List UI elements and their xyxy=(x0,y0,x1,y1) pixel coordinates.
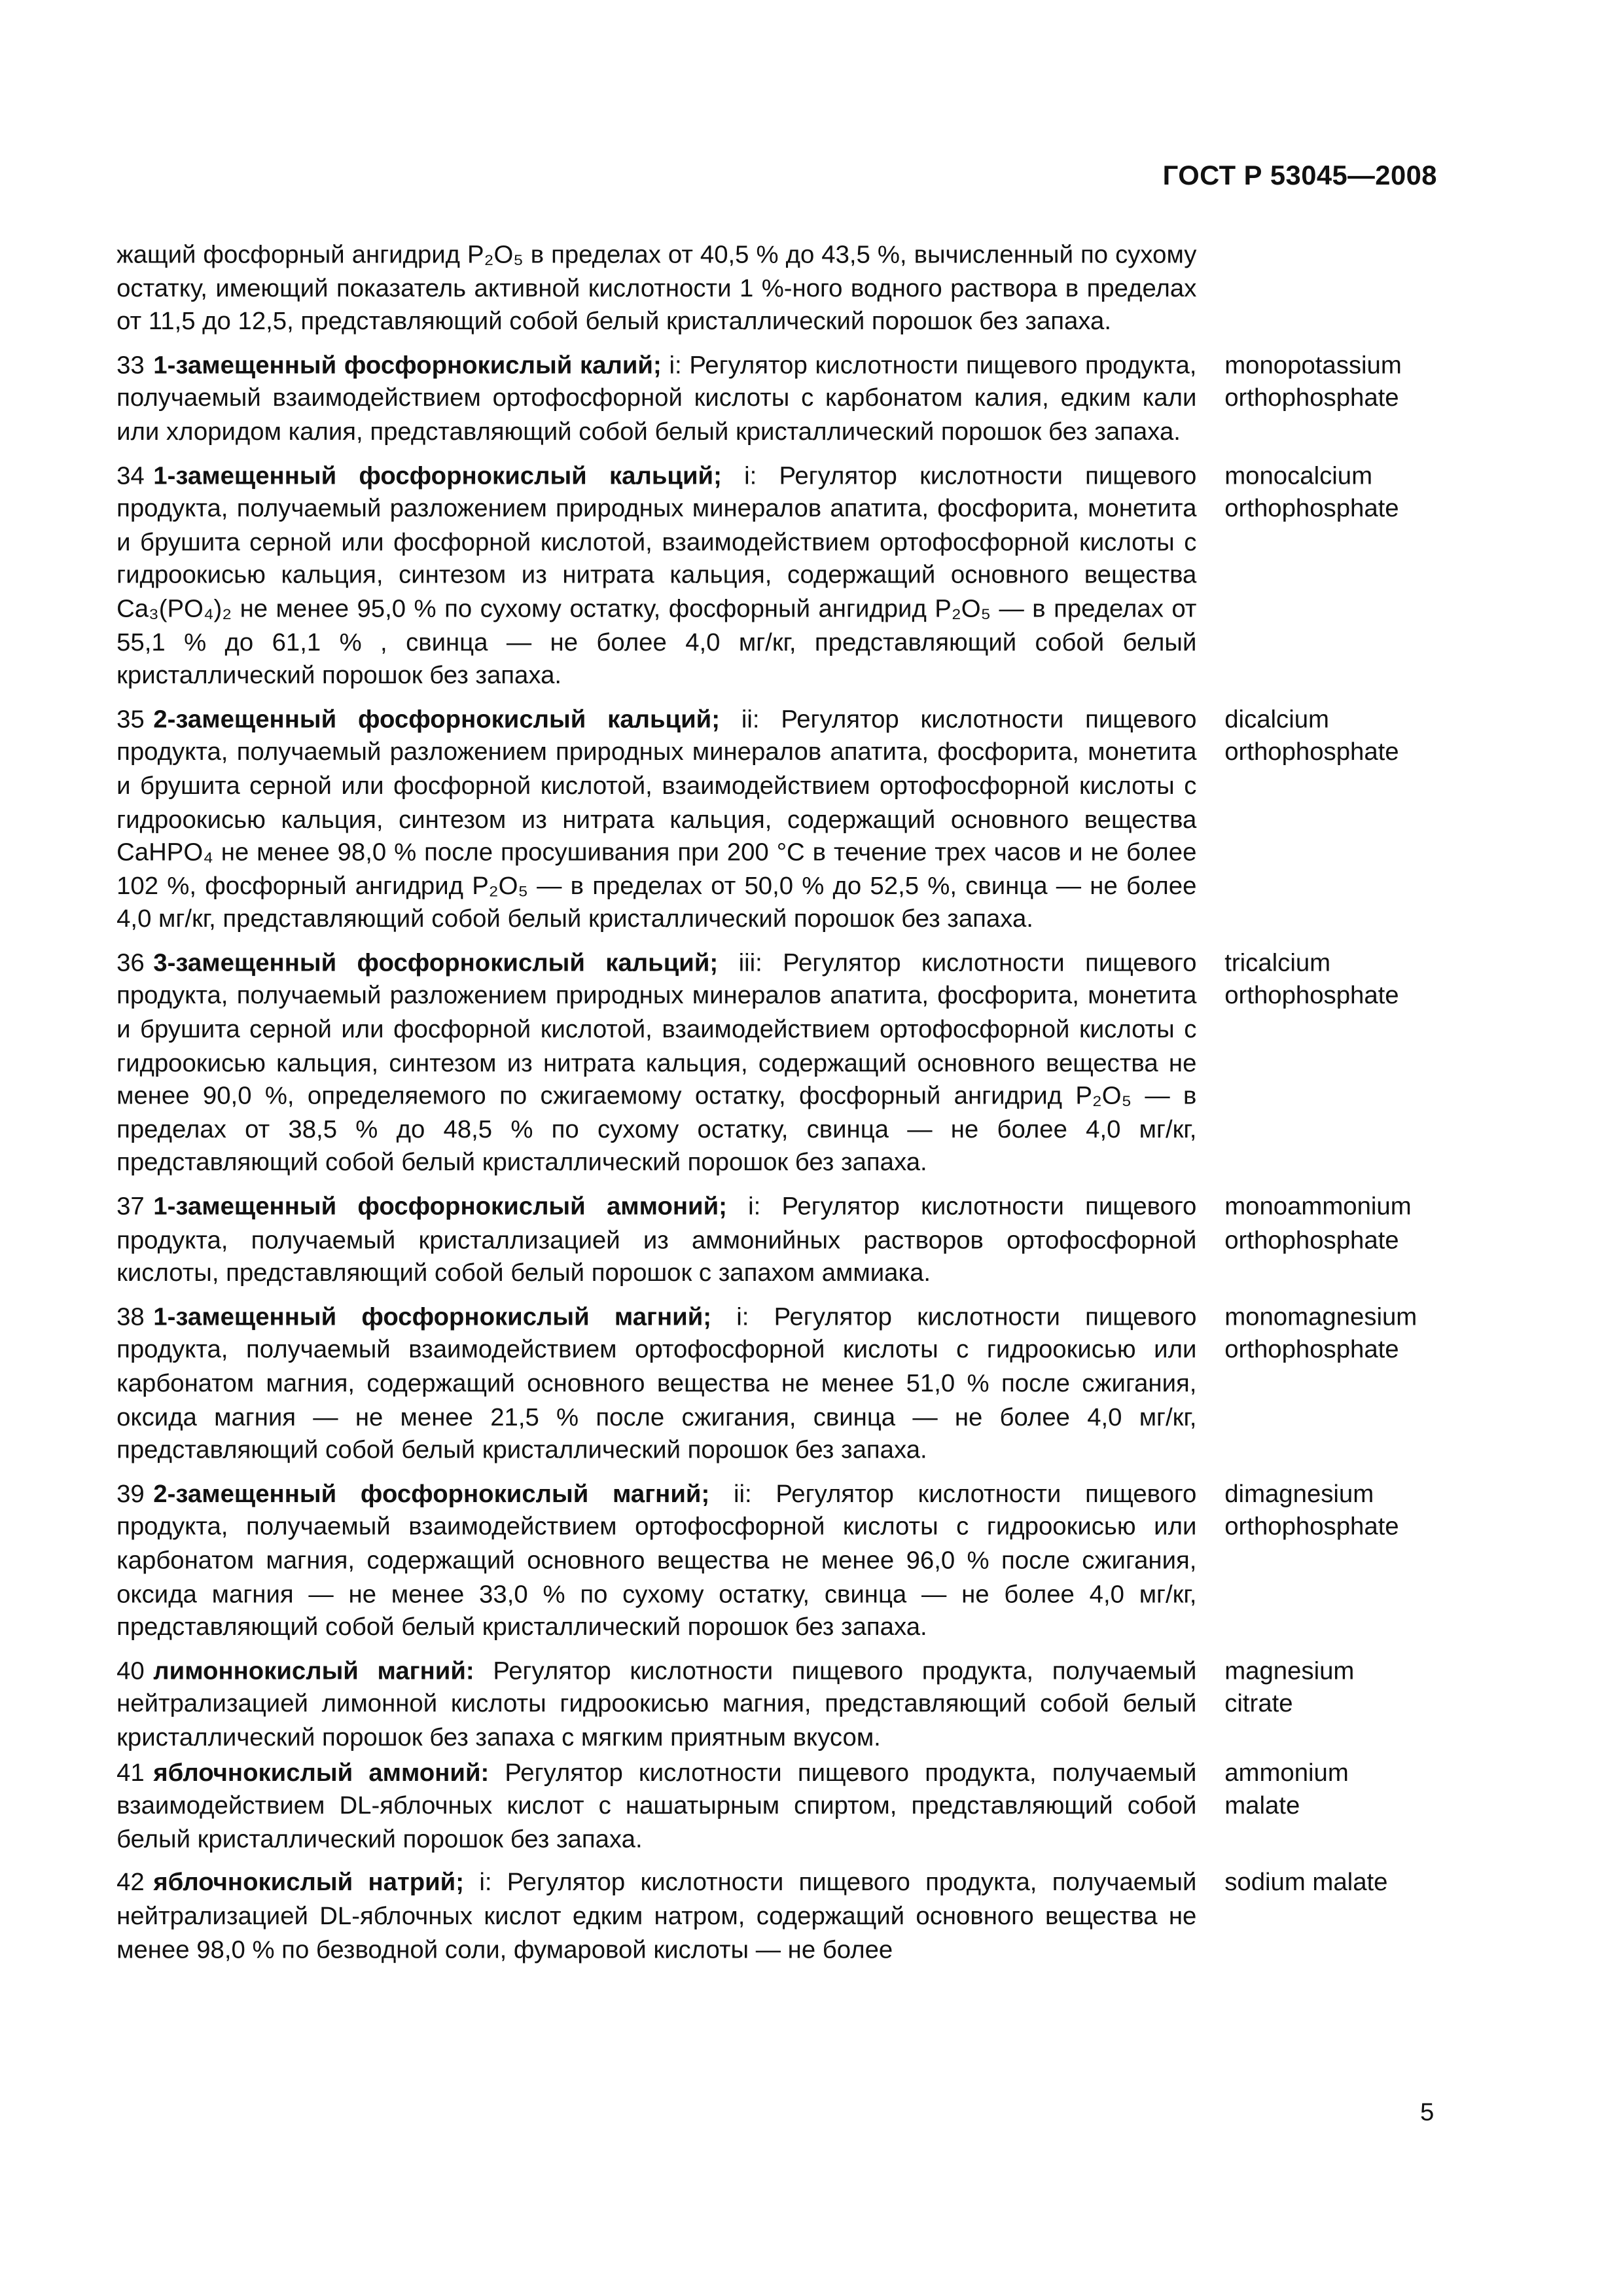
term-entry-41 xyxy=(116,1757,1417,1857)
term-name: 1-замещенный фосфорнокислый кальций; xyxy=(153,461,722,490)
term-number: 41 xyxy=(116,1758,145,1787)
term-text: Регулятор кислотности пищевого продукта, получаемый нейтрализацией лимонной кислоты гидроокисью магния, представляющий собой белый кристаллический порошок без запаха с мягким приятным вкусом. xyxy=(116,1657,1197,1751)
term-english xyxy=(1224,1479,1399,1545)
term-number: 33 xyxy=(116,351,145,379)
term-english-line: citrate xyxy=(1224,1690,1293,1719)
term-english-line: monoammonium xyxy=(1224,1192,1412,1221)
term-english-line: orthophosphate xyxy=(1224,982,1399,1011)
term-name: яблочнокислый аммоний: xyxy=(153,1758,490,1787)
term-english-line: magnesium xyxy=(1224,1657,1355,1685)
term-text: Регулятор кислотности пищевого продукта, получаемый взаимодействием DL-яблочных кислот с нашатырным спиртом, представляющий собой белый кристаллический порошок без запаха. xyxy=(116,1758,1197,1854)
term-definition xyxy=(116,704,1196,937)
term-english-line: orthophosphate xyxy=(1224,1513,1399,1541)
term-entry-38 xyxy=(116,1301,1417,1468)
term-english-line: sodium malate xyxy=(1224,1868,1388,1897)
term-english-line: orthophosphate xyxy=(1224,1336,1399,1365)
term-number: 42 xyxy=(116,1868,145,1897)
term-text: ii: Регулятор кислотности пищевого продукта, получаемый разложением природных минералов апатита, фосфорита, монетита и брушита серной или фосфорной кислотой, взаимодействием ортофосфорной кислоты с гидроокисью кальция, синтезом из нитрата кальция, содержащий основного вещества CaHPO₄ не менее 98,0 % после просушивания при 200 °С в течение трех часов и не более 102 %, фосфорный ангидрид P₂O₅ — в пределах от 50,0 % до 52,5 %, свинца — не более 4,0 мг/кг, представляющий собой белый кристаллический порошок без запаха. xyxy=(116,705,1197,933)
page-number: 5 xyxy=(1420,2098,1435,2126)
term-name: 1-замещенный фосфорнокислый магний; xyxy=(153,1302,712,1331)
term-definition xyxy=(116,350,1196,450)
continuation-paragraph xyxy=(116,239,1417,339)
term-definition xyxy=(116,1655,1196,1755)
term-definition xyxy=(116,1479,1196,1645)
term-english-line: dimagnesium xyxy=(1224,1479,1374,1508)
term-definition xyxy=(116,947,1196,1181)
term-text: i: Регулятор кислотности пищевого продукта, получаемый кристаллизацией из аммонийных растворов ортофосфорной кислоты, представляющий собой белый порошок с запахом аммиака. xyxy=(116,1192,1197,1287)
term-english-line: malate xyxy=(1224,1791,1300,1820)
term-name: 3-замещенный фосфорнокислый кальций; xyxy=(153,948,719,977)
term-english xyxy=(1224,1191,1411,1257)
term-entry-34 xyxy=(116,459,1417,693)
term-text: iii: Регулятор кислотности пищевого продукта, получаемый разложением природных минералов апатита, фосфорита, монетита и брушита серной или фосфорной кислотой, взаимодействием ортофосфорной кислоты с гидроокисью кальция, синтезом из нитрата кальция, содержащий основного вещества не менее 90,0 %, определяемого по сжигаемому остатку, фосфорный ангидрид P₂O₅ — в пределах от 38,5 % до 48,5 % по сухому остатку, свинца — не более 4,0 мг/кг, представляющий собой белый кристаллический порошок без запаха. xyxy=(116,948,1197,1177)
term-english xyxy=(1224,947,1399,1014)
term-name: яблочнокислый натрий; xyxy=(153,1868,465,1897)
term-number: 35 xyxy=(116,705,145,733)
term-english-line: dicalcium xyxy=(1224,705,1329,733)
term-english xyxy=(1224,1655,1354,1722)
term-entry-42 xyxy=(116,1867,1417,1967)
term-number: 39 xyxy=(116,1479,145,1508)
term-english xyxy=(1224,459,1399,526)
term-number: 37 xyxy=(116,1192,145,1221)
term-english-line: orthophosphate xyxy=(1224,1225,1399,1254)
term-text: i: Регулятор кислотности пищевого продукта, получаемый нейтрализацией DL-яблочных кислот едким натром, содержащий основного вещества не менее 98,0 % по безводной соли, фумаровой кислоты — не более xyxy=(116,1868,1197,1964)
term-text: i: Регулятор кислотности пищевого продукта, получаемый разложением природных минералов апатита, фосфорита, монетита и брушита серной или фосфорной кислотой, взаимодействием ортофосфорной кислоты с гидроокисью кальция, синтезом из нитрата кальция, содержащий основного вещества Ca₃(PO₄)₂ не менее 95,0 % по сухому остатку, фосфорный ангидрид P₂O₅ — в пределах от 55,1 % до 61,1 % , свинца — не более 4,0 мг/кг, представляющий собой белый кристаллический порошок без запаха. xyxy=(116,461,1197,690)
term-name: 1-замещенный фосфорнокислый аммоний; xyxy=(153,1192,727,1221)
term-english xyxy=(1224,1867,1387,1901)
term-definition xyxy=(116,1301,1196,1468)
term-text: i: Регулятор кислотности пищевого продукта, получаемый взаимодействием ортофосфорной кислоты с гидроокисью или карбонатом магния, содержащий основного вещества не менее 51,0 % после сжигания, оксида магния — не менее 21,5 % после сжигания, свинца — не более 4,0 мг/кг, представляющий собой белый кристаллический порошок без запаха. xyxy=(116,1302,1197,1464)
term-name: лимоннокислый магний: xyxy=(153,1657,474,1685)
term-definition xyxy=(116,1867,1196,1967)
document-header: ГОСТ Р 53045—2008 xyxy=(1162,159,1437,190)
document-body xyxy=(116,239,1417,1977)
term-english-line: monocalcium xyxy=(1224,461,1373,490)
term-english xyxy=(1224,1757,1349,1823)
term-number: 34 xyxy=(116,461,145,490)
term-entry-35 xyxy=(116,704,1417,937)
term-number: 36 xyxy=(116,948,145,977)
term-english xyxy=(1224,1301,1417,1368)
term-english-line: orthophosphate xyxy=(1224,738,1399,766)
term-name: 2-замещенный фосфорнокислый магний; xyxy=(153,1479,710,1508)
term-definition xyxy=(116,459,1196,693)
term-text: ii: Регулятор кислотности пищевого продукта, получаемый взаимодействием ортофосфорной кислоты с гидроокисью или карбонатом магния, содержащий основного вещества не менее 96,0 % после сжигания, оксида магния — не менее 33,0 % по сухому остатку, свинца — не более 4,0 мг/кг, представляющий собой белый кристаллический порошок без запаха. xyxy=(116,1479,1197,1641)
term-definition xyxy=(116,1191,1196,1291)
term-name: 1-замещенный фосфорнокислый калий; xyxy=(153,351,662,379)
continuation-text: жащий фосфорный ангидрид P₂O₅ в пределах от 40,5 % до 43,5 %, вычисленный по сухому остатку, имеющий показатель активной кислотности 1 %-ного водного раствора в пределах от 11,5 до 12,5, представляющий собой белый кристаллический порошок без запаха. xyxy=(116,240,1197,336)
term-number: 40 xyxy=(116,1657,145,1685)
term-english xyxy=(1224,350,1402,416)
term-english-line: monopotassium xyxy=(1224,351,1402,379)
term-entry-37 xyxy=(116,1191,1417,1291)
term-english-line: ammonium xyxy=(1224,1758,1349,1787)
term-entry-40 xyxy=(116,1655,1417,1755)
term-text: i: Регулятор кислотности пищевого продукта, получаемый взаимодействием ортофосфорной кислоты с карбонатом калия, едким кали или хлоридом калия, представляющий собой белый кристаллический порошок без запаха. xyxy=(116,351,1197,446)
term-english-line: monomagnesium xyxy=(1224,1302,1418,1331)
term-name: 2-замещенный фосфорнокислый кальций; xyxy=(153,705,721,733)
term-english xyxy=(1224,704,1399,770)
term-entry-33 xyxy=(116,350,1417,450)
term-entry-39 xyxy=(116,1479,1417,1645)
term-number: 38 xyxy=(116,1302,145,1331)
term-entry-36 xyxy=(116,947,1417,1181)
term-english-line: tricalcium xyxy=(1224,948,1331,977)
term-english-line: orthophosphate xyxy=(1224,384,1399,412)
term-definition xyxy=(116,1757,1196,1857)
term-english-line: orthophosphate xyxy=(1224,494,1399,523)
